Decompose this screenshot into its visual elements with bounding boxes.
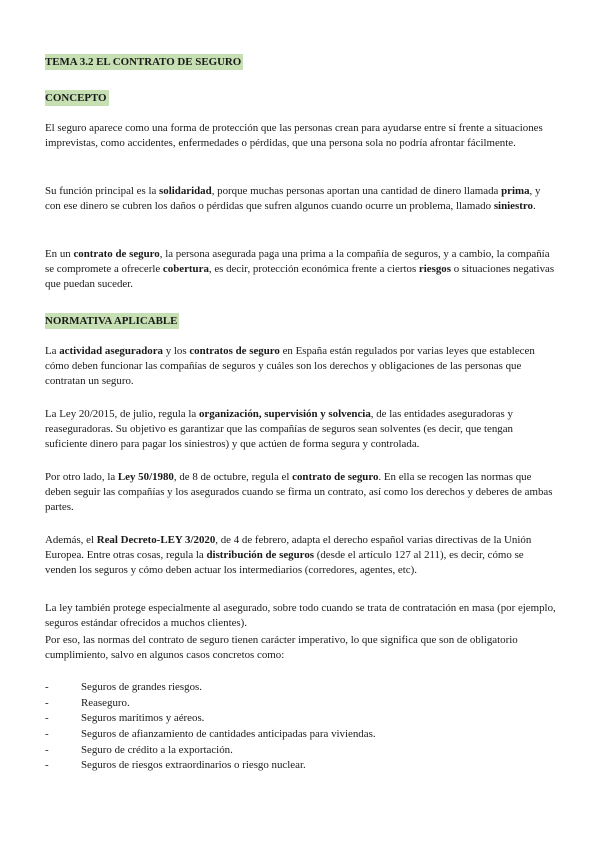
paragraph-normativa-2: La Ley 20/2015, de julio, regula la organización, supervisión y solvencia, de las entidades aseguradoras y reaseguradoras. Su objetivo es garantizar que las compañías de seguros sean solventes (es decir, que tengan suficiente dinero para pagar los siniestros) y que actúen de forma segura y controlada. [45,408,513,450]
paragraph-concepto-1: El seguro aparece como una forma de protección que las personas crean para ayudarse entre sí frente a situaciones imprevistas, como accidentes, enfermedades o pérdidas, que una persona sola no podría afrontar fácilmente. [45,122,543,149]
list-item: - Seguro de crédito a la exportación. [45,743,233,756]
document-title: TEMA 3.2 EL CONTRATO DE SEGURO [45,56,242,68]
list-item: - Seguros de afianzamiento de cantidades anticipadas para viviendas. [45,728,376,741]
list-item: - Seguros de grandes riesgos. [45,681,202,693]
paragraph-concepto-2: Su función principal es la solidaridad, porque muchas personas aportan una cantidad de dinero llamada prima, y con ese dinero se cubren los daños o pérdidas que sufren algunos cuando ocurre un problema, llamado siniestro. [45,185,541,212]
paragraph-normativa-5a: La ley también protege especialmente al asegurado, sobre todo cuando se trata de contratación en masa (por ejemplo, seguros estándar ofrecidos a muchos clientes). [45,602,556,629]
list-item: - Seguros de riesgos extraordinarios o riesgo nuclear. [45,759,306,772]
paragraph-normativa-5b: Por eso, las normas del contrato de seguro tienen carácter imperativo, lo que significa que son de obligatorio cumplimiento, salvo en algunos casos concretos como: [45,634,518,661]
paragraph-normativa-4: Además, el Real Decreto-LEY 3/2020, de 4 de febrero, adapta el derecho español varias directivas de la Unión Europea. Entre otras cosas, regula la distribución de seguros (desde el artículo 127 al 211), es decir, cómo se venden los seguros y cómo deben actuar los intermediarios (corredores, agentes, etc). [45,534,532,576]
paragraph-concepto-3: En un contrato de seguro, la persona asegurada paga una prima a la compañía de seguros, y a cambio, la compañía se compromete a ofrecerle cobertura, es decir, protección económica frente a ciertos riesgos o situaciones negativas que puedan suceder. [45,248,555,290]
section-heading-normativa: NORMATIVA APLICABLE [45,315,178,327]
paragraph-normativa-1: La actividad aseguradora y los contratos de seguro en España están regulados por varias leyes que establecen cómo deben funcionar las compañías de seguros y cuáles son los derechos y obligaciones de las personas que contratan un seguro. [45,345,535,387]
list-item: - Seguros marítimos y aéreos. [45,712,205,725]
exceptions-list [45,680,557,774]
list-item: - Reaseguro. [45,696,130,709]
section-heading-concepto: CONCEPTO [45,92,107,104]
paragraph-normativa-3: Por otro lado, la Ley 50/1980, de 8 de octubre, regula el contrato de seguro. En ella se recogen las normas que deben seguir las compañías y los asegurados cuando se firma un contrato, así como los derechos y deberes de ambas partes. [45,471,553,513]
